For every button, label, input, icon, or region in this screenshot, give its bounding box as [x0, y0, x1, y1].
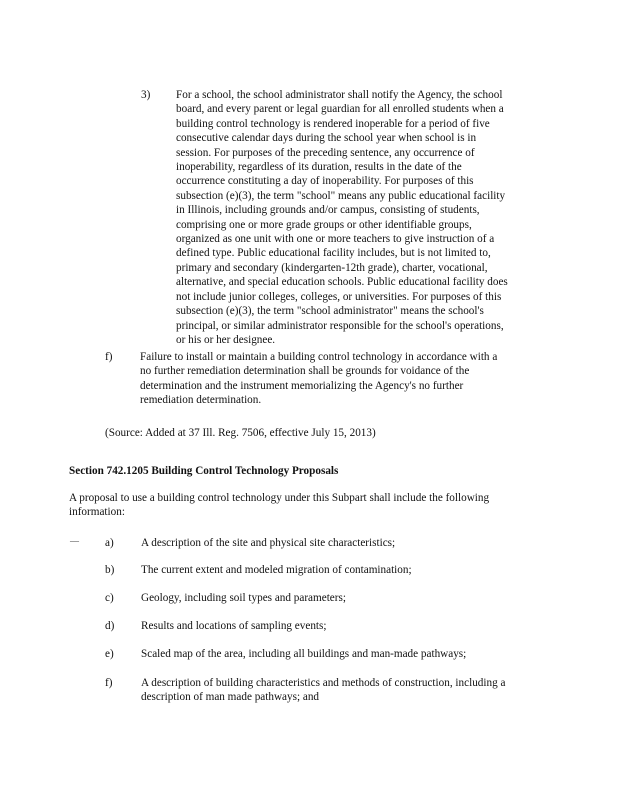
list-item-a-number: a) [105, 537, 114, 549]
list-item-f-text: A description of building characteristics and methods of construction, including a description of man made pathways; and [141, 677, 506, 704]
list-item-e-number: e) [105, 648, 114, 660]
item-f-paragraph: Failure to install or maintain a building control technology in accordance with a no further remediation determination shall be grounds for voidance of the determination and the instrument memorializing the Agency's no further remediation determination. [140, 351, 498, 407]
list-item-c-number: c) [105, 592, 114, 604]
list-item-b-text: The current extent and modeled migration of contamination; [141, 564, 412, 576]
list-item-d-number: d) [105, 620, 115, 632]
list-item-b-number: b) [105, 564, 115, 576]
section-heading: Section 742.1205 Building Control Technology Proposals [69, 465, 339, 477]
list-item-f-number: f) [105, 677, 113, 689]
list-item-e-text: Scaled map of the area, including all buildings and man-made pathways; [141, 648, 467, 660]
item-3-number: 3) [141, 89, 151, 101]
source-note: (Source: Added at 37 Ill. Reg. 7506, effective July 15, 2013) [105, 427, 376, 439]
item-f-number: f) [105, 351, 113, 363]
list-item-a-text: A description of the site and physical site characteristics; [141, 537, 396, 549]
list-item-c-text: Geology, including soil types and parameters; [141, 592, 346, 604]
list-item-d-text: Results and locations of sampling events; [141, 620, 327, 632]
margin-mark: — [70, 536, 79, 546]
item-3-paragraph: For a school, the school administrator shall notify the Agency, the school board, and every parent or legal guardian for all enrolled students when a building control technology is rendered inoperable for a period of five consecutive calendar days during the school year when school is in session. For purposes of the preceding sentence, any occurrence of inoperability, regardless of its duration, results in the date of the occurrence constituting a day of inoperability. For purposes of this subsection (e)(3), the term "school" means any public educational facility in Illinois, including grounds and/or campus, consisting of students, comprising one or more grade groups or other identifiable groups, organized as one unit with one or more teachers to give instruction of a defined type. Public educational facility includes, but is not limited to, primary and secondary (kindergarten-12th grade), charter, vocational, alternative, and special education schools. Public educational facility does not include junior colleges, colleges, or universities. For purposes of this subsection (e)(3), the term "school administrator" means the school's principal, or similar administrator responsible for the school's operations, or his or her designee. [176, 89, 508, 346]
intro-paragraph: A proposal to use a building control technology under this Subpart shall include the following information: [69, 492, 490, 519]
